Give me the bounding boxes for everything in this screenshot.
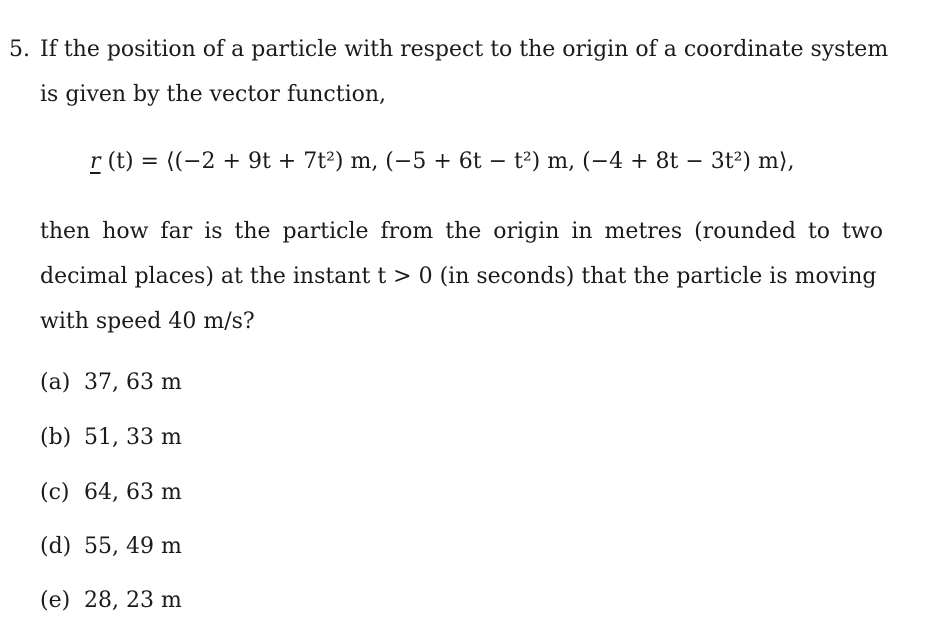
option-label: (b) [40,425,72,450]
answer-option-e[interactable] [40,585,182,617]
answer-option-d[interactable] [40,531,182,563]
question-text-line-2: is given by the vector function, [40,82,387,107]
question-number: 5. [9,37,30,62]
position-vector-symbol: r [90,149,101,174]
option-label: (a) [40,370,71,395]
question-body-line-1: then how far is the particle from the origin in metres (rounded to two [40,219,883,244]
vector-function-expression: (t) = ⟨(−2 + 9t + 7t²) m, (−5 + 6t − t²) m, (−4 + 8t − 3t²) m⟩, [100,149,795,174]
option-label: (e) [40,588,71,613]
option-value: 28, 23 m [84,588,182,613]
answer-option-c[interactable] [40,477,182,509]
option-label: (d) [40,534,72,559]
option-label: (c) [40,480,70,505]
question-body-line-3: with speed 40 m/s? [40,309,255,334]
answer-option-a[interactable] [40,367,182,399]
option-value: 51, 33 m [84,425,182,450]
option-value: 55, 49 m [84,534,182,559]
answer-option-b[interactable] [40,422,182,454]
question-body-line-2: decimal places) at the instant t > 0 (in seconds) that the particle is moving [40,264,877,289]
option-value: 64, 63 m [84,480,182,505]
option-value: 37, 63 m [84,370,182,395]
vector-function-equation [90,146,794,178]
question-text-line-1: If the position of a particle with respect to the origin of a coordinate system [40,37,889,62]
